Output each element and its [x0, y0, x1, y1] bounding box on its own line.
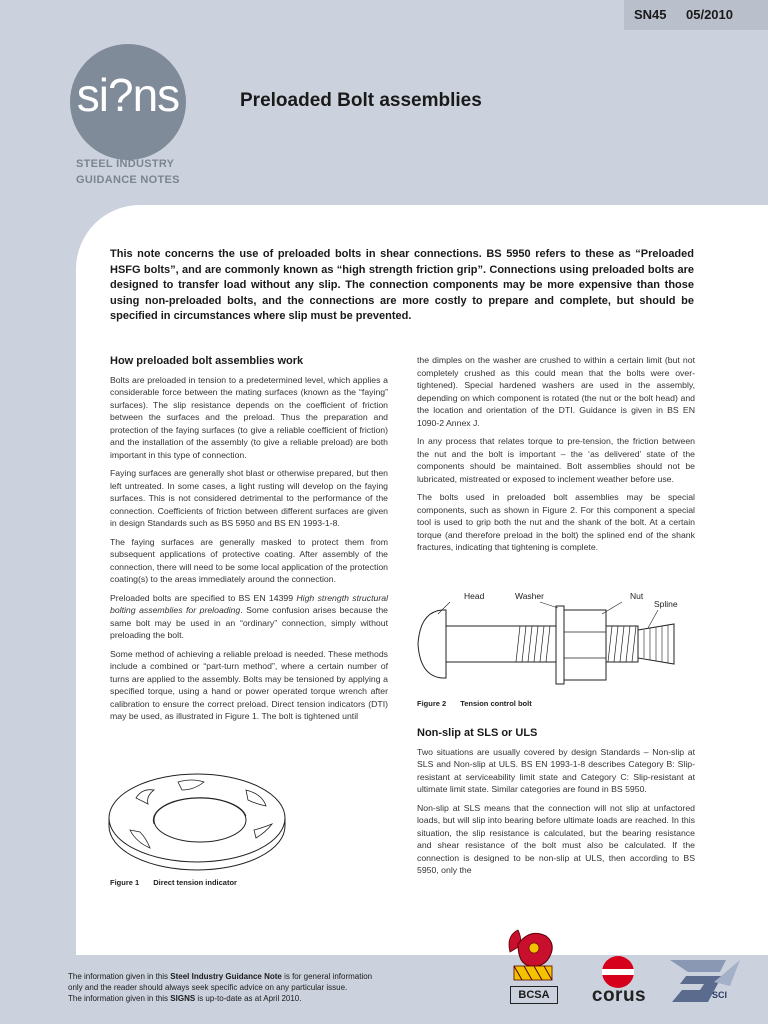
text-run: . Some confusion arises because the same bolt may be used in an “ordinary” connection, simply without preloading the bolt. — [110, 605, 388, 640]
figure-2-label: Figure 2 — [417, 699, 447, 708]
paragraph: Bolts are preloaded in tension to a predetermined level, which applies a considerable force between the mating surfaces (known as the “faying” surfaces). The slip resistance depends on the coefficient of friction between the surfaces and the preload. Thus the preparation and protection of the faying surfaces (to give a reliable coefficient of friction) and the installation of the assembly (to give a reliable preload) are both important in this type of connection. — [110, 374, 388, 460]
figure-1-label: Figure 1 — [110, 878, 140, 887]
paragraph: Two situations are usually covered by design Standards – Non-slip at SLS and Non-slip at ULS. BS EN 1993-1-8 describes Category B: Slip-resistant at serviceability limit state and Category C: Slip-resistant at ultimate limit state. Similar categories are found in BS 5950. — [417, 746, 695, 794]
sci-wordmark: SCI — [712, 990, 728, 1000]
bcsa-crest-icon — [500, 922, 564, 986]
right-column-top — [417, 354, 695, 560]
signs-logo — [70, 44, 186, 160]
paragraph: The bolts used in preloaded bolt assemblies may be special components, such as shown in Figure 2. For this component a special tool is used to grip both the nut and the shank of the bolt. At a certain torque (and therefore preload in the bolt) the splined end of the shank fractures, indicating that tightening is complete. — [417, 492, 695, 552]
left-column — [110, 355, 388, 729]
label-washer: Washer — [515, 591, 544, 601]
document-code-tab — [624, 0, 768, 30]
signs-logo-text: si?ns — [76, 69, 180, 121]
figure-2-caption-text: Tension control bolt — [460, 699, 532, 708]
text-run-bold: Steel Industry Guidance Note — [170, 972, 282, 981]
paragraph: Non-slip at SLS means that the connection will not slip at unfactored loads, but will slip into bearing before ultimate loads are reached. In this situation, the slip resistance is calculated, but the bearing resistance and shear resistance of the bolt must also be calculated. If the connection is designed to be non-slip at ULS, then according to BS 5950, only the — [417, 802, 695, 875]
paragraph: the dimples on the washer are crushed to within a certain limit (but not completely crushed as this could mean that the bolts were over-tightened). Special hardened washers are used in the assembly, depending on which component is rotated (the nut or the bolt head) and the location and orientation of the DTI. Guidance is given in BS EN 1090-2 Annex J. — [417, 355, 695, 428]
footer-line-2: only and the reader should always seek specific advice on any particular issue. — [68, 983, 348, 992]
subtitle-line-2: GUIDANCE NOTES — [76, 174, 180, 186]
bcsa-wordmark: BCSA — [510, 986, 558, 1004]
paragraph: The faying surfaces are generally masked to protect them from subsequent applications of protective coating. After assembly of the connection, there will need to be some local application of the protection coating(s) to the areas immediately around the connection. — [110, 536, 388, 584]
signs-logo-subtitle — [76, 156, 196, 188]
label-spline: Spline — [654, 599, 678, 609]
text-run: Preloaded bolts are specified to BS EN 14399 — [110, 592, 297, 603]
paragraph — [110, 592, 388, 642]
footer-line-1 — [68, 971, 488, 982]
page-title: Preloaded Bolt assemblies — [240, 90, 482, 111]
text-run-bold: SIGNS — [170, 994, 196, 1003]
document-date: 05/2010 — [686, 7, 733, 22]
sci-mark-icon — [664, 954, 744, 1006]
figure-2-caption — [417, 699, 532, 708]
text-run: The information given in this — [68, 972, 171, 981]
figure-1-caption-text: Direct tension indicator — [153, 878, 237, 887]
text-run: is up-to-date as at April 2010. — [195, 994, 302, 1003]
corus-logo — [584, 955, 654, 1005]
corus-wordmark: corus — [591, 985, 647, 1006]
label-nut: Nut — [630, 591, 644, 601]
text-run: is for general information — [281, 972, 373, 981]
figure-1-dti-illustration — [106, 768, 288, 874]
sci-logo — [664, 954, 744, 1006]
standard-title: High strength structural bolting assemblies for preloading — [110, 592, 389, 615]
subtitle-line-1: STEEL INDUSTRY — [76, 158, 175, 170]
right-column-bottom — [417, 727, 695, 883]
section-heading-how-it-works: How preloaded bolt assemblies work — [110, 355, 304, 367]
footer-disclaimer — [68, 971, 488, 1004]
intro-paragraph: This note concerns the use of preloaded bolts in shear connections. BS 5950 refers to these as “Preloaded HSFG bolts”, and are commonly known as “high strength friction grip”. Connections using preloaded bolts are designed to transfer load without any slip. The connection components may be more expensive than those using non-preloaded bolts, and the connections are more costly to prepare and complete, but should be specified in circumstances where slip must be prevented. — [110, 248, 694, 322]
figure-1-caption — [110, 878, 237, 887]
paragraph: Faying surfaces are generally shot blast or otherwise prepared, but then left untreated. In some cases, a light rusting will develop on the faying surfaces. This is not considered detrimental to the performance of the connection. Coefficients of friction between different surfaces are given in design Standards such as BS 5950 and BS EN 1993-1-8. — [110, 468, 388, 528]
text-run: The information given in this — [68, 994, 171, 1003]
corus-mark-icon — [598, 955, 638, 989]
paragraph: Some method of achieving a reliable preload is needed. These methods include a combined or “part-turn method”, where a certain number of turns are applied to the assembly. Bolts may be tensioned by applying a specified torque, using a hand or power operated torque wrench after calibration to ensure the correct preload. Direct tension indicators (DTI) may be used, as illustrated in Figure 1. The bolt is tightened until — [110, 648, 388, 721]
label-head: Head — [464, 591, 485, 601]
section-heading-non-slip: Non-slip at SLS or ULS — [417, 727, 538, 739]
paragraph: In any process that relates torque to pre-tension, the friction between the nut and the bolt is important – the ‘as delivered’ state of the components should be maintained. Bolt assemblies should not be lubricated, mistreated or exposed to inclement weather before use. — [417, 436, 695, 484]
bcsa-logo — [500, 922, 564, 1004]
footer-line-3 — [68, 993, 488, 1004]
figure-2-tension-control-bolt — [412, 598, 702, 690]
document-code: SN45 — [634, 7, 667, 22]
